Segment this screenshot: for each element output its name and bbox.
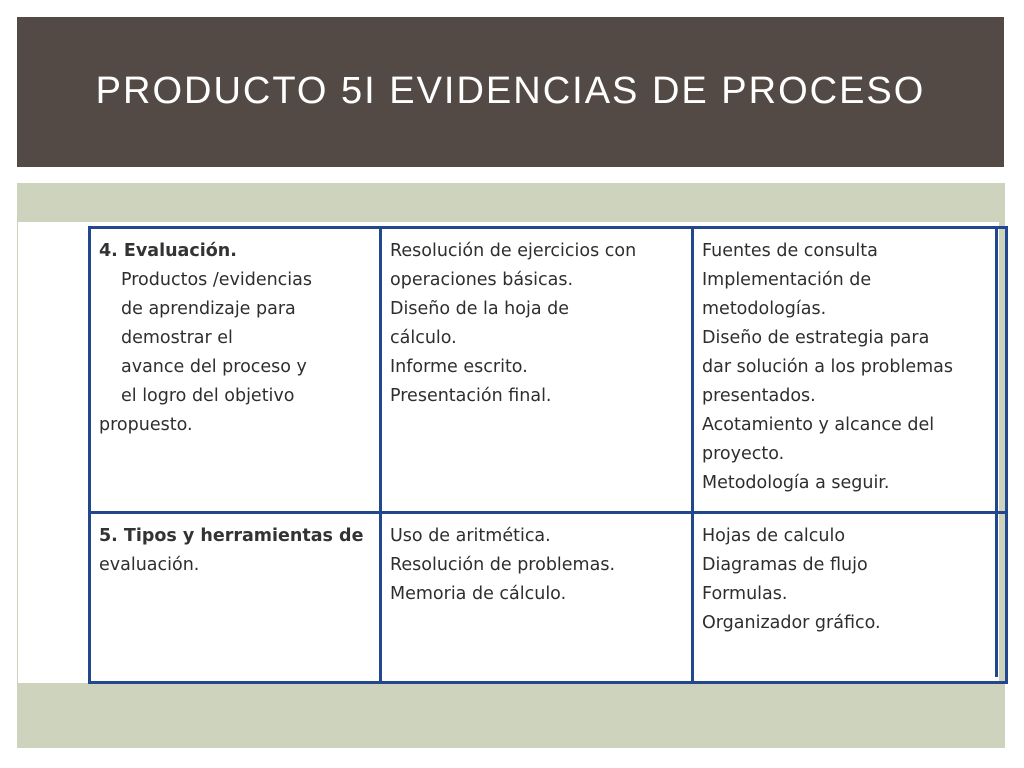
slide-title-bar [17, 17, 1004, 167]
table-cell-criterion [90, 513, 381, 683]
evidence-line: Uso de aritmética. [390, 526, 551, 546]
resource-line: metodologías. [702, 299, 827, 319]
document-table-image [18, 222, 999, 683]
criterion-heading: 4. Evaluación. [99, 241, 237, 261]
evidence-line: Resolución de ejercicios con [390, 241, 637, 261]
resource-line: Metodología a seguir. [702, 473, 890, 493]
resource-line: Fuentes de consulta [702, 241, 878, 261]
criterion-line: demostrar el [121, 328, 233, 348]
slide-title: PRODUCTO 5I EVIDENCIAS DE PROCESO [95, 69, 926, 112]
criterion-line: avance del proceso y [121, 357, 307, 377]
resource-line: Diagramas de flujo [702, 555, 868, 575]
criterion-line: de aprendizaje para [121, 299, 296, 319]
evidence-line: Resolución de problemas. [390, 555, 616, 575]
evidence-line: cálculo. [390, 328, 457, 348]
evidence-line: Informe escrito. [390, 357, 528, 377]
resource-line: Acotamiento y alcance del [702, 415, 935, 435]
table-cell-resources [693, 513, 1007, 683]
resource-line: Hojas de calculo [702, 526, 846, 546]
criterion-heading: 5. Tipos y herramientas de [99, 526, 364, 546]
table-cell-criterion [90, 228, 381, 513]
resource-line: proyecto. [702, 444, 785, 464]
table-cell-evidence [381, 228, 693, 513]
resource-line: Formulas. [702, 584, 788, 604]
criterion-line: el logro del objetivo [121, 386, 295, 406]
table-cell-resources [693, 228, 1007, 513]
criterion-line: evaluación. [99, 555, 200, 575]
evidence-line: operaciones básicas. [390, 270, 574, 290]
resource-line: Implementación de [702, 270, 872, 290]
evidence-line: Diseño de la hoja de [390, 299, 569, 319]
table-edge-divider [995, 226, 1002, 677]
table-cell-evidence [381, 513, 693, 683]
resource-line: Diseño de estrategia para [702, 328, 930, 348]
criterion-line: Productos /evidencias [121, 270, 313, 290]
resource-line: dar solución a los problemas [702, 357, 953, 377]
table-row [90, 513, 1007, 683]
criterion-line: propuesto. [99, 415, 193, 435]
evaluation-table [88, 226, 1008, 684]
evidence-line: Memoria de cálculo. [390, 584, 567, 604]
resource-line: Organizador gráfico. [702, 613, 881, 633]
table-row [90, 228, 1007, 513]
resource-line: presentados. [702, 386, 816, 406]
evidence-line: Presentación final. [390, 386, 552, 406]
